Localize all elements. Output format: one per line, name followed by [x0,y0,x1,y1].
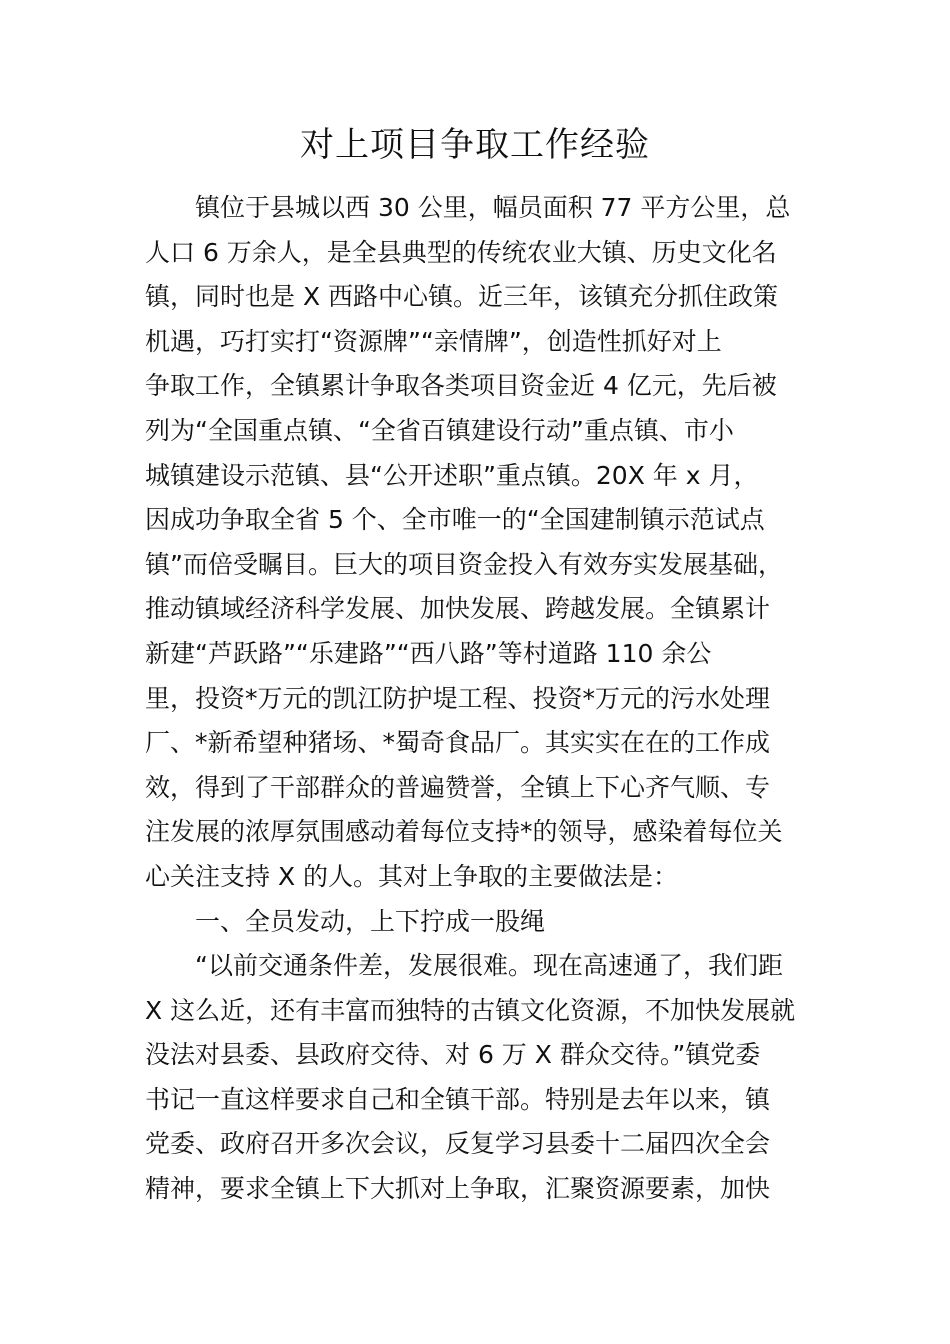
paragraph-line: 新建“芦跃路”“乐建路”“西八路”等村道路 110 余公 [145,638,712,668]
paragraph-line: 人口 6 万余人，是全县典型的传统农业大镇、历史文化名 [145,237,777,267]
paragraph-line: 镇”而倍受瞩目。巨大的项目资金投入有效夯实发展基础， [145,549,783,579]
section-heading: 一、全员发动，上下拧成一股绳 [195,906,546,936]
paragraph-line: 里，投资*万元的凯江防护堤工程、投资*万元的污水处理 [145,683,771,713]
paragraph-line: 精神，要求全镇上下大抓对上争取，汇聚资源要素，加快 [145,1174,771,1204]
paragraph-line: 因成功争取全省 5 个、全市唯一的“全国建制镇示范试点 [145,505,765,535]
paragraph-line: 书记一直这样要求自己和全镇干部。特别是去年以来，镇 [145,1084,771,1114]
paragraph-line: 列为“全国重点镇、“全省百镇建设行动”重点镇、市小 [145,415,734,445]
paragraph-line: 心关注支持 X 的人。其对上争取的主要做法是： [145,861,679,891]
paragraph-line: 效，得到了干部群众的普遍赞誉，全镇上下心齐气顺、专 [145,772,771,802]
document-title: 对上项目争取工作经验 [300,125,650,165]
paragraph-line: 推动镇域经济科学发展、加快发展、跨越发展。全镇累计 [145,594,771,624]
document-body [145,186,810,1212]
paragraph-line: 城镇建设示范镇、县“公开述职”重点镇。20X 年 x 月， [145,460,759,490]
paragraph-line: 机遇，巧打实打“资源牌”“亲情牌”，创造性抓好对上 [145,326,722,356]
paragraph-line: X 这么近，还有丰富而独特的古镇文化资源，不加快发展就 [145,995,796,1025]
paragraph-line: “以前交通条件差，发展很难。现在高速通了，我们距 [195,951,783,981]
paragraph-line: 没法对县委、县政府交待、对 6 万 X 群众交待。”镇党委 [145,1040,761,1070]
paragraph-line: 厂、*新希望种猪场、*蜀奇食品厂。其实实在在的工作成 [145,728,771,758]
paragraph-line: 镇位于县城以西 30 公里，幅员面积 77 平方公里，总 [195,193,791,222]
paragraph-line: 注发展的浓厚氛围感动着每位支持*的领导，感染着每位关 [145,817,783,847]
paragraph-line: 党委、政府召开多次会议，反复学习县委十二届四次全会 [145,1129,771,1159]
paragraph-line: 争取工作，全镇累计争取各类项目资金近 4 亿元，先后被 [145,371,777,401]
paragraph-line: 镇，同时也是 X 西路中心镇。近三年，该镇充分抓住政策 [145,282,779,312]
